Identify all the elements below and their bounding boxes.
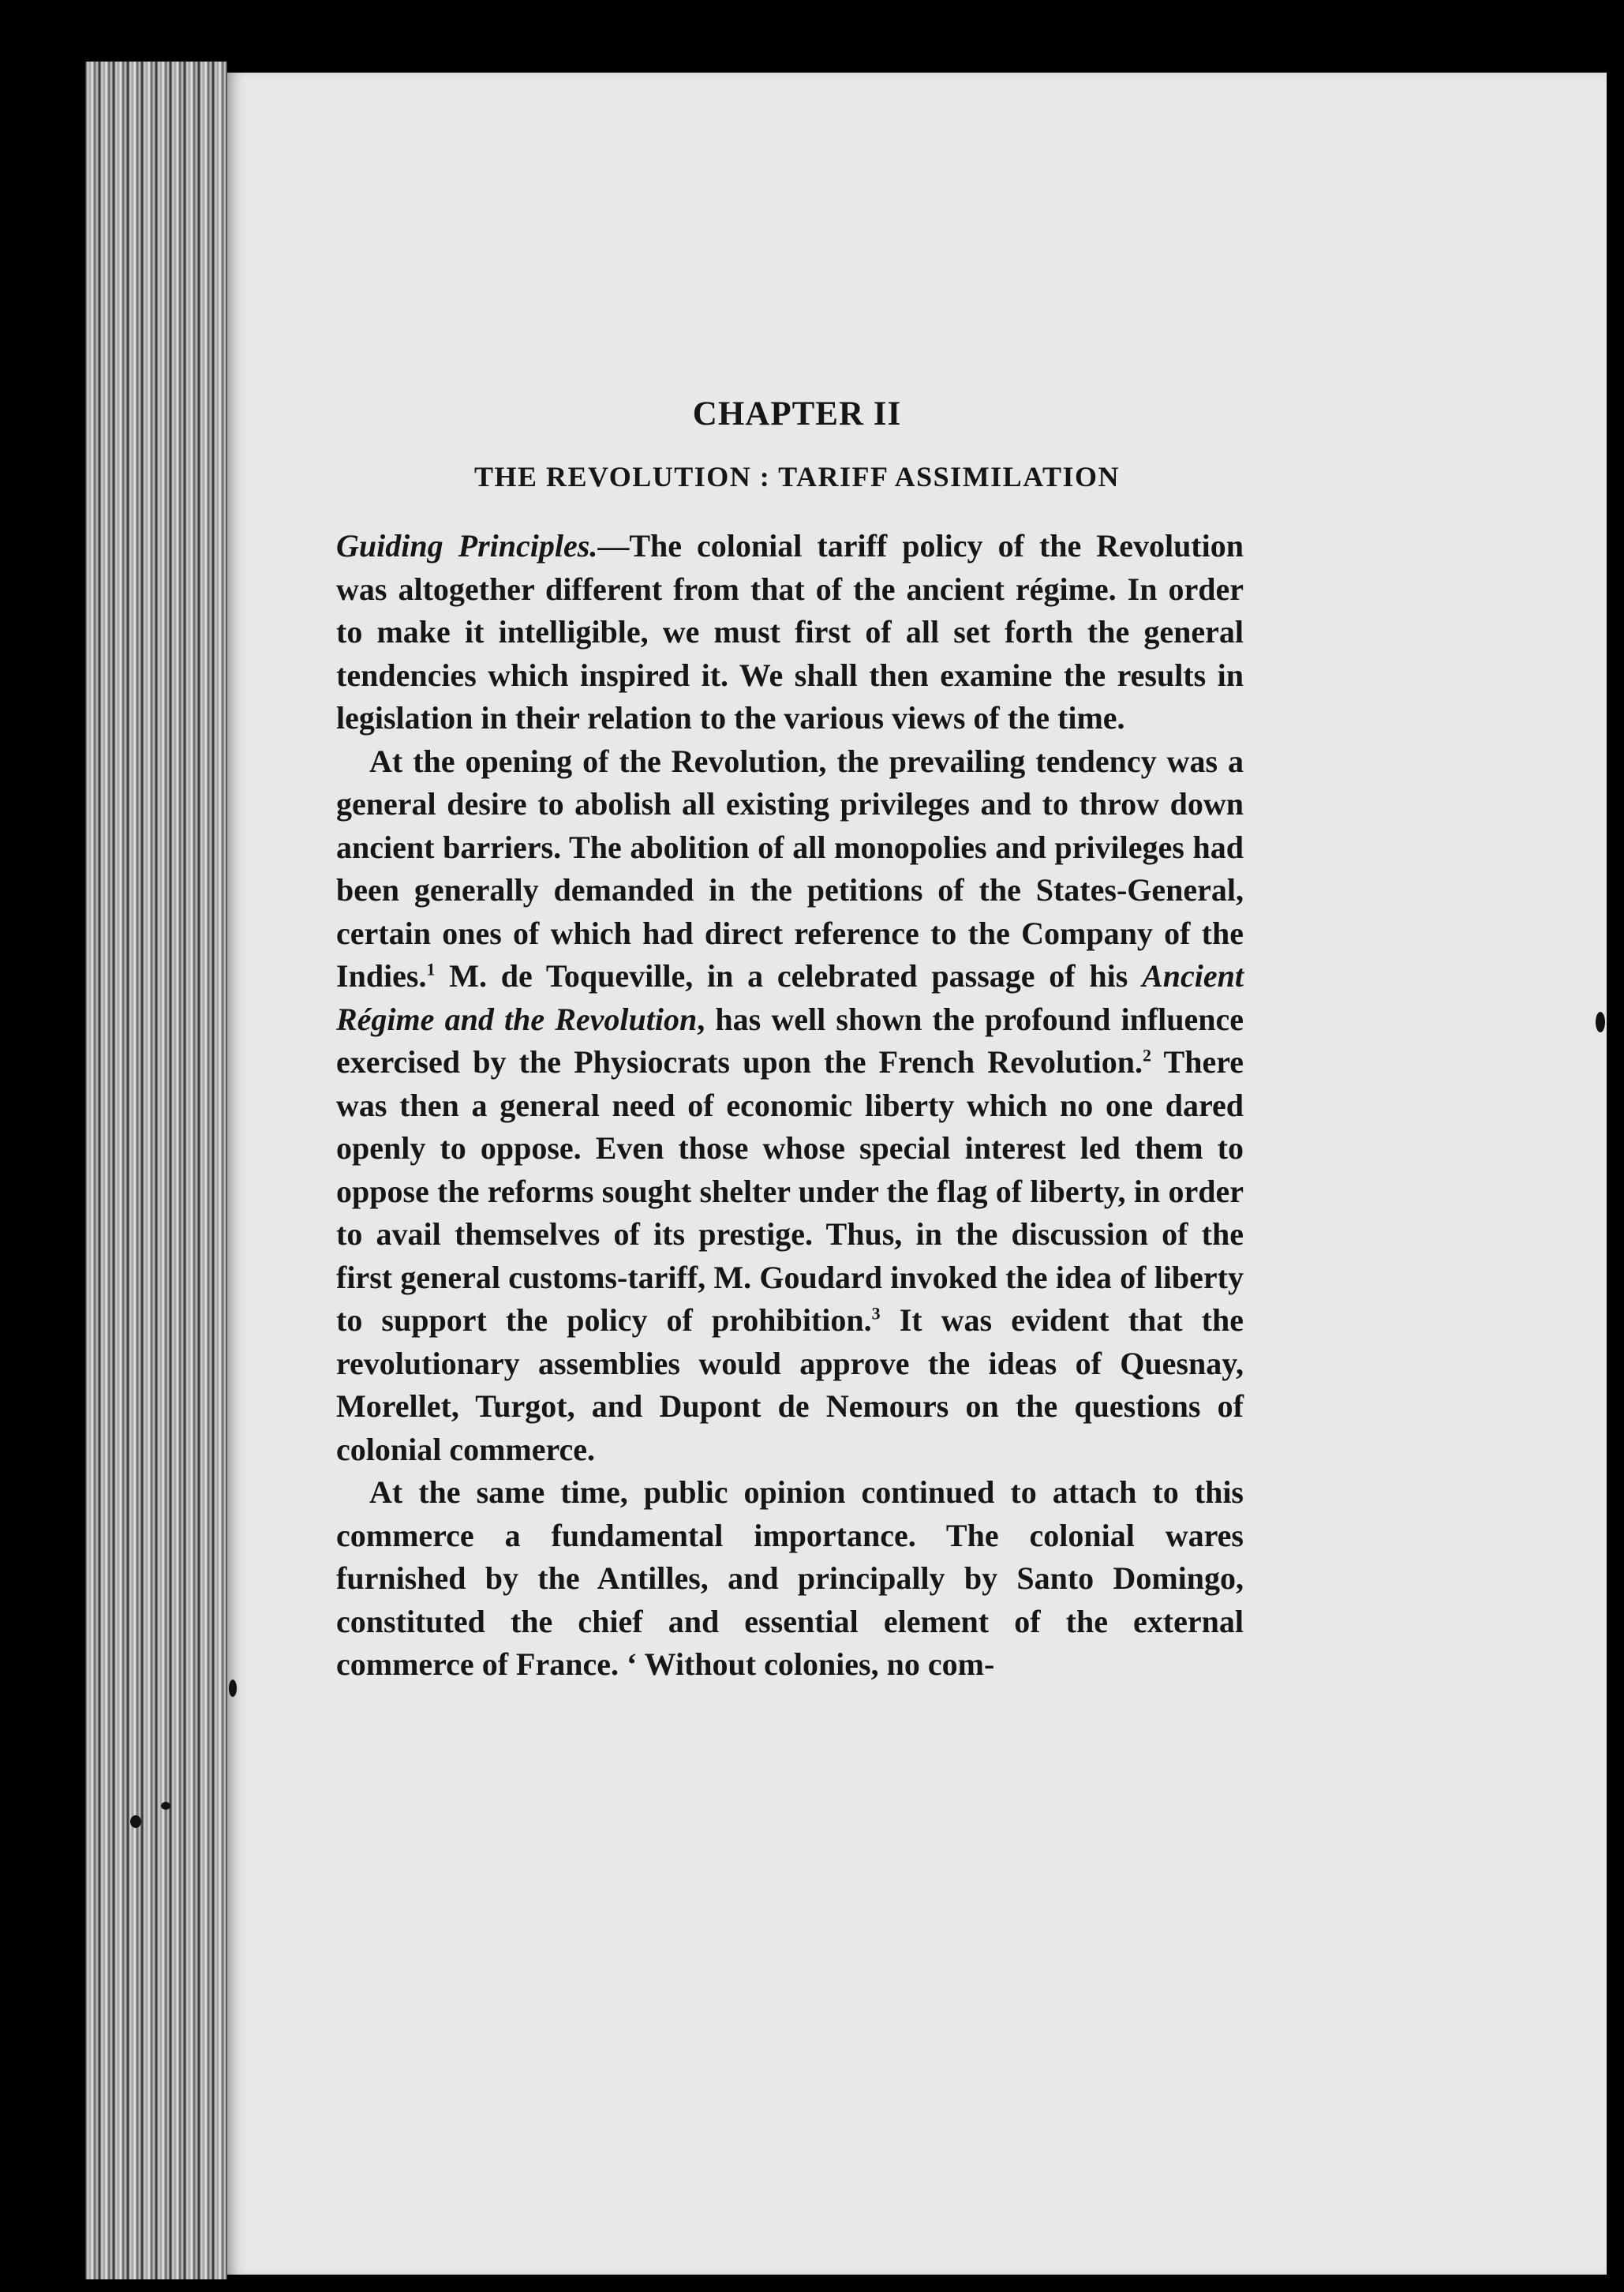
paragraph-text: M. de Toqueville, in a celebrated passage of his: [435, 958, 1143, 994]
book-page-edges: [85, 62, 227, 2279]
page-text-block: [336, 395, 1244, 1687]
paragraph-text: It was evident that the revolutionary assemblies would approve the ideas of Quesnay, Morellet, Turgot, and Dupont de Nemours on the questions of colonial commerce.: [336, 1302, 1244, 1467]
chapter-subtitle: THE REVOLUTION : TARIFF ASSIMILATION: [473, 461, 1121, 492]
paragraph-lead-heading: Guiding Principles.: [336, 528, 598, 564]
footnote-marker: 1: [426, 959, 436, 979]
paragraph-text: At the opening of the Revolution, the prevailing tendency was a general desire to abolish all existing privileges and to throw down ancient barriers. The abolition of all monopolies and privileges had been generally demanded in the petitions of the States-General, certain ones of which had direct reference to the Company of the Indies.: [336, 743, 1244, 994]
footnote-marker: 2: [1143, 1045, 1152, 1065]
paragraph-text: At the same time, public opinion continued to attach to this commerce a fundamental importance. The colonial wares furnished by the Antilles, and principally by Santo Domingo, constituted the chief and essential element of the external commerce of France. ‘ Without colonies, no com-: [336, 1474, 1244, 1682]
paragraph-revolution-tendency: [336, 740, 1244, 1472]
book-title: Ancient Régime and the Revolution: [336, 958, 1244, 1037]
paragraph-text: —The colonial tariff policy of the Revolution was altogether different from that of the ancient régime. In order to make it intelligible, we must first of all set forth the general tendencies which inspired it. We shall then examine the results in legislation in their relation to the various views of the time.: [336, 528, 1244, 736]
paragraph-guiding-principles: [336, 525, 1244, 740]
footnote-marker: 3: [871, 1303, 881, 1324]
paragraph-text: There was then a general need of economic liberty which no one dared openly to oppose. Even those whose special interest led them to oppose the reforms sought shelter under the flag of liberty, in order to avail themselves of its prestige. Thus, in the discussion of the first general customs-tariff, M. Goudard invoked the idea of liberty to support the policy of prohibition.: [336, 1044, 1244, 1338]
chapter-title: CHAPTER II: [692, 395, 902, 433]
paragraph-public-opinion: [336, 1471, 1244, 1687]
paragraph-text: , has well shown the profound influence exercised by the Physiocrats upon the French Revolution.: [336, 1001, 1244, 1080]
